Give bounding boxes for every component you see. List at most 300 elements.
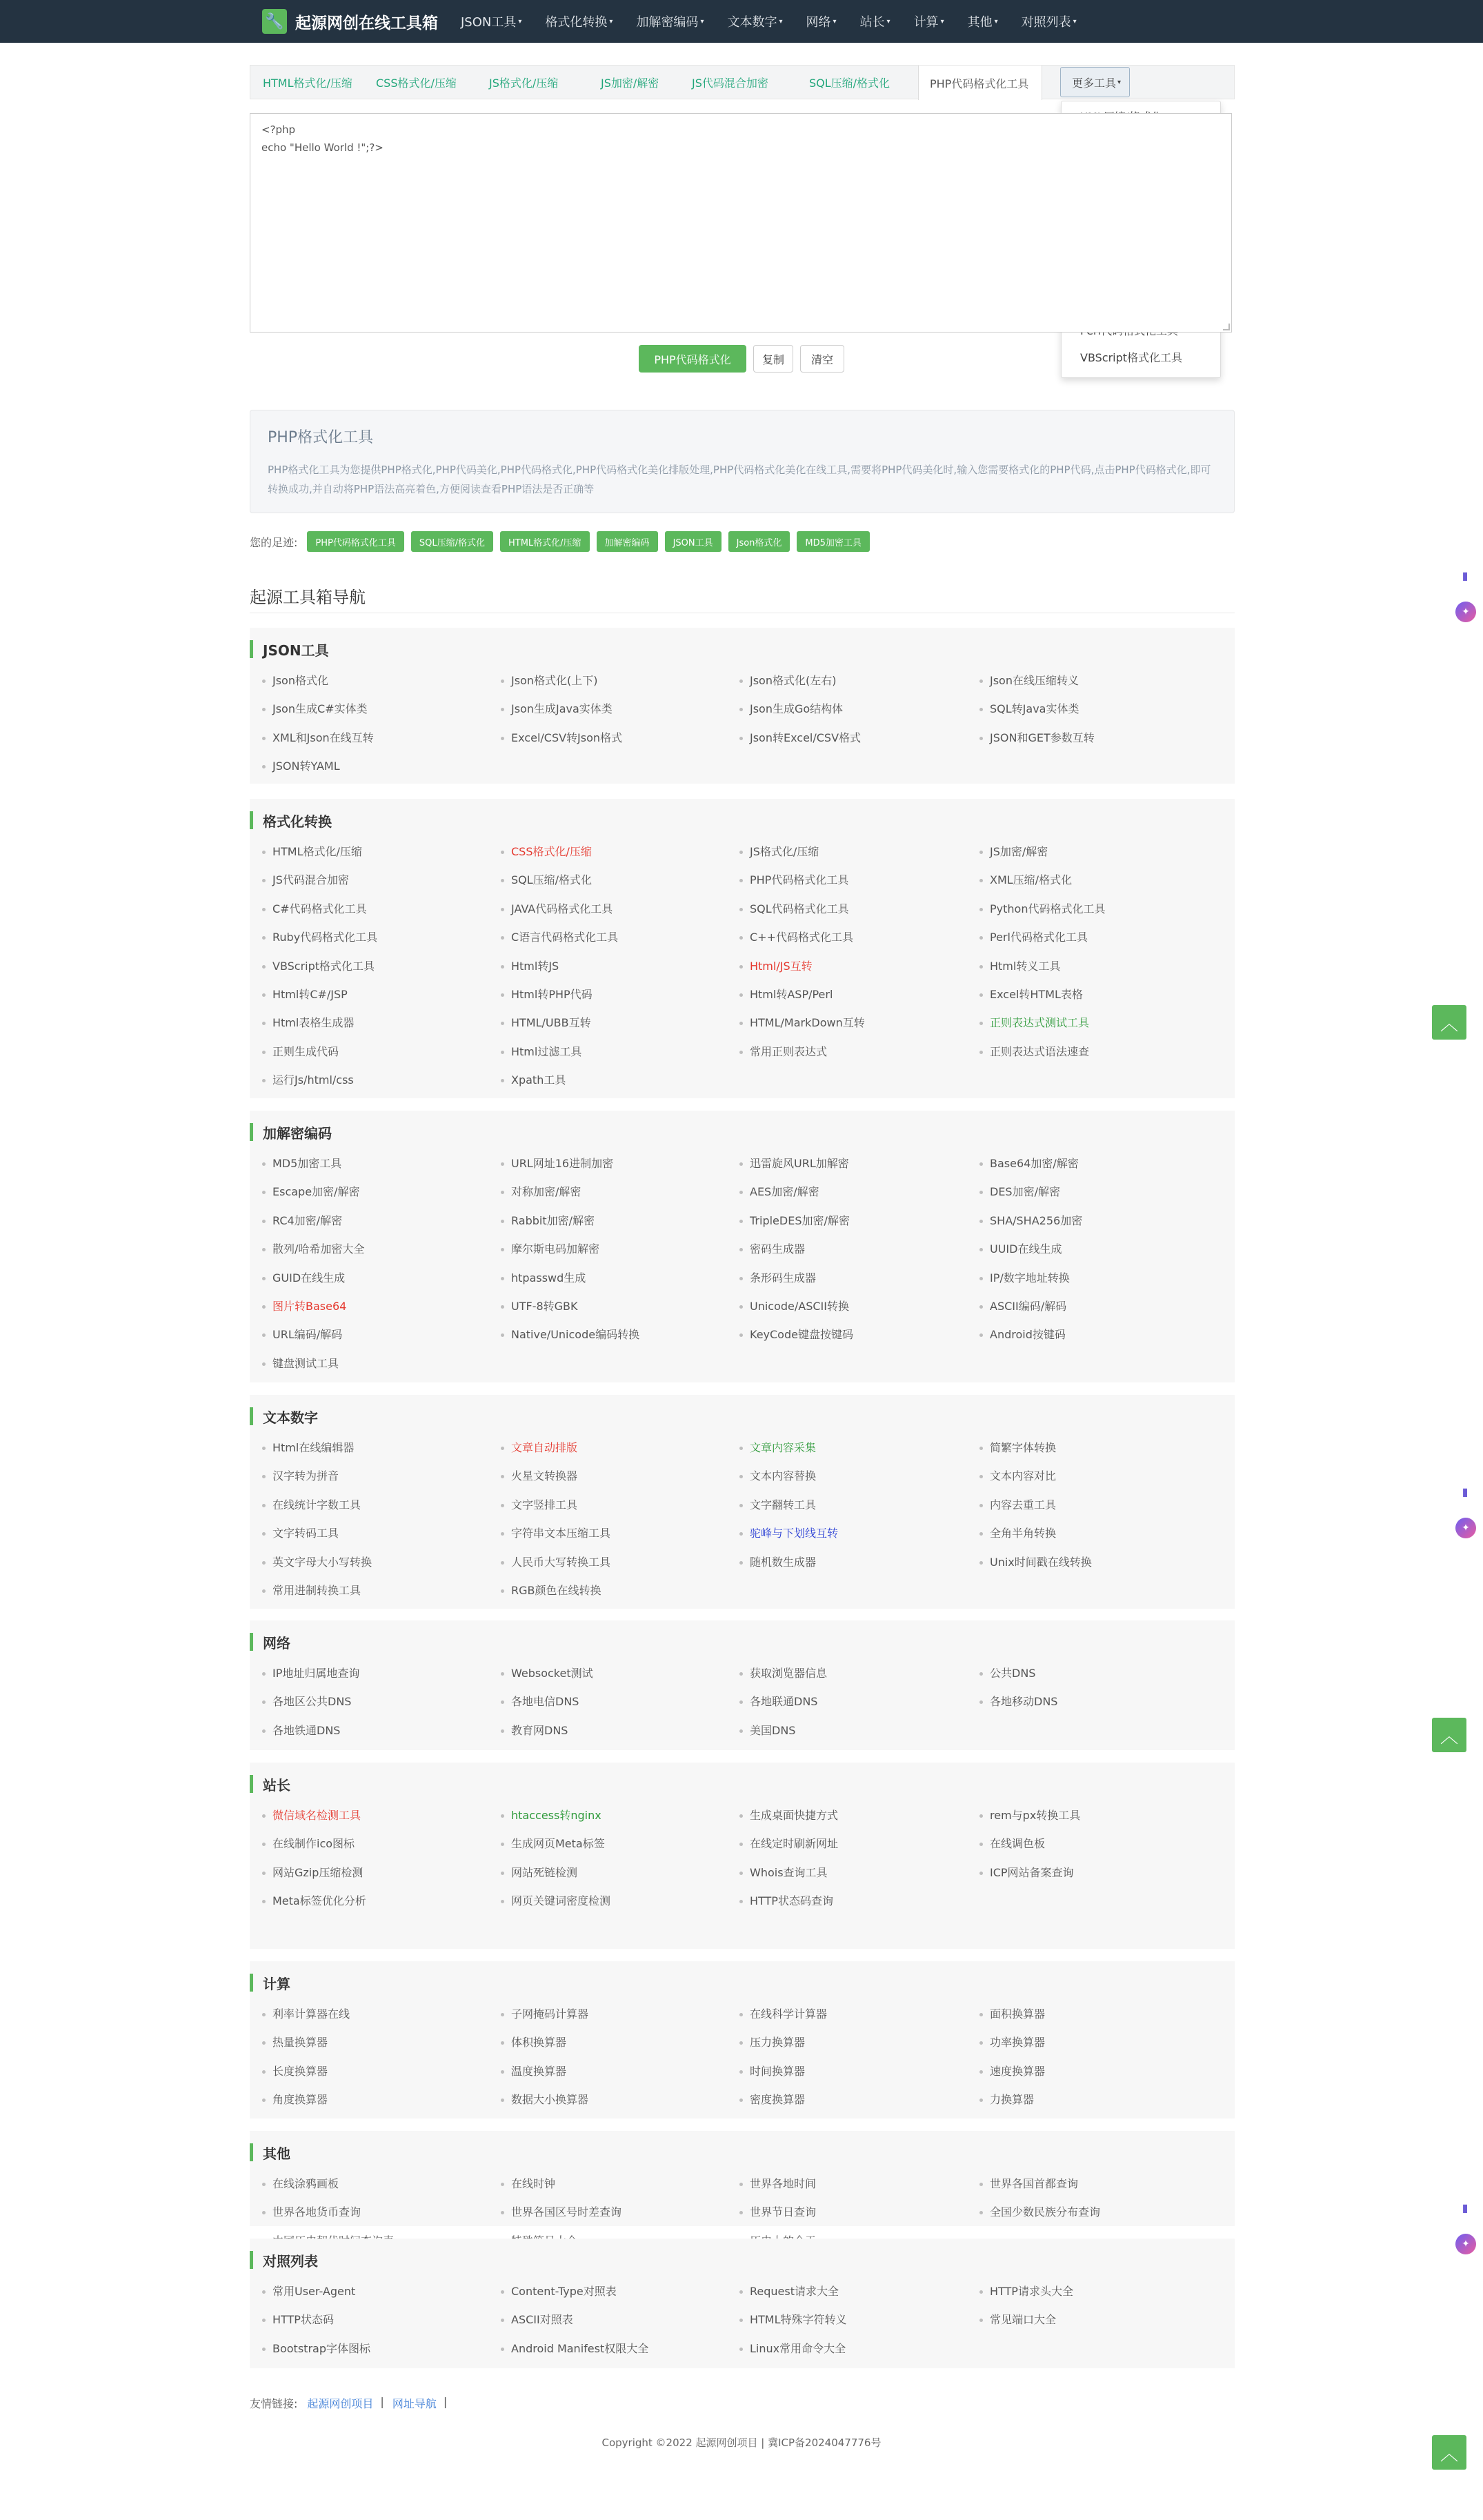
tool-link[interactable] [501, 1835, 605, 1851]
bullet-icon [262, 1248, 266, 1251]
tool-link[interactable] [979, 2034, 1045, 2050]
tool-link[interactable] [739, 1240, 805, 1256]
tool-link[interactable] [262, 2175, 339, 2191]
tool-link[interactable] [501, 1326, 639, 1342]
bullet-icon [262, 2070, 266, 2074]
tool-link[interactable] [739, 986, 833, 1002]
tab[interactable] [489, 66, 558, 99]
tool-link[interactable] [501, 1807, 601, 1823]
tool-link-label: 力换算器 [990, 2093, 1035, 2107]
tool-link[interactable] [739, 929, 853, 944]
tool-link[interactable] [739, 1496, 816, 1512]
tool-link[interactable] [501, 1439, 577, 1455]
tab-label: PHP代码格式化工具 [930, 77, 1029, 90]
tool-link[interactable] [979, 2283, 1073, 2299]
main-nav [461, 0, 1100, 43]
tool-link-label: htpasswd生成 [511, 1271, 586, 1284]
tool-link-label: Html转JS [511, 959, 559, 973]
caret-down-icon: ▾ [1117, 78, 1122, 86]
tool-link[interactable] [739, 2091, 805, 2107]
nav-item-label: JSON工具 [461, 15, 517, 30]
tool-link-label: Content-Type对照表 [511, 2285, 617, 2298]
tool-link[interactable] [262, 700, 368, 716]
brain-icon[interactable]: ✦ [1455, 602, 1476, 622]
nav-item[interactable] [461, 12, 521, 30]
tool-link[interactable] [501, 672, 597, 688]
book-icon[interactable]: ▮ [1462, 1485, 1469, 1498]
nav-item-label: 其他 [967, 15, 993, 30]
bullet-icon [501, 679, 504, 683]
more-tools-tab[interactable] [1060, 67, 1130, 97]
tool-link[interactable] [739, 2203, 816, 2219]
tool-link[interactable] [739, 2175, 816, 2191]
tool-link[interactable] [979, 1864, 1074, 1880]
tool-link[interactable] [501, 871, 592, 887]
chevron-up-icon[interactable]: ︿ [1432, 1718, 1466, 1752]
bullet-icon [739, 1248, 743, 1251]
tool-link[interactable] [501, 1582, 601, 1598]
tool-link[interactable] [979, 729, 1095, 745]
bullet-icon [501, 1504, 504, 1507]
tool-link[interactable] [739, 1892, 833, 1908]
tool-link[interactable] [979, 1326, 1066, 1342]
tool-link[interactable] [501, 958, 559, 973]
tool-link[interactable] [739, 2311, 847, 2327]
tab[interactable] [376, 66, 457, 99]
section-title: 文本数字 [250, 1407, 318, 1425]
tool-link[interactable] [262, 1665, 359, 1680]
tool-link[interactable] [501, 2063, 566, 2078]
tool-link[interactable] [739, 1298, 849, 1313]
tool-link[interactable] [739, 1693, 817, 1709]
brain-icon[interactable]: ✦ [1455, 2234, 1476, 2254]
tool-link-label: PHP代码格式化工具 [750, 873, 849, 887]
tool-link-label: CSS格式化/压缩 [511, 845, 592, 858]
tool-link[interactable] [979, 1298, 1066, 1313]
tab[interactable] [601, 66, 659, 99]
tool-link[interactable] [979, 1693, 1057, 1709]
tool-link[interactable] [739, 1439, 816, 1455]
footprint-badge[interactable]: SQL压缩/格式化 [411, 531, 493, 552]
tool-link-label: IP地址归属地查询 [272, 1667, 360, 1680]
tool-link[interactable] [262, 757, 340, 773]
tool-link[interactable] [979, 986, 1083, 1002]
footprint-badge[interactable]: PHP代码格式化工具 [307, 531, 404, 552]
dropdown-item[interactable]: VBScript格式化工具 [1080, 351, 1183, 365]
nav-section [250, 1111, 1235, 1382]
chevron-up-icon[interactable]: ︿ [1432, 2435, 1466, 2470]
friend-link[interactable]: 网址导航 [392, 2397, 437, 2410]
tool-link[interactable] [262, 1043, 339, 1059]
tool-link-label: 条形码生成器 [750, 1271, 817, 1284]
tool-link[interactable] [979, 1183, 1060, 1199]
tool-link[interactable] [979, 1665, 1035, 1680]
tool-link-label: Json生成Go结构体 [750, 702, 844, 716]
bullet-icon [979, 679, 983, 683]
info-title: PHP格式化工具 [268, 429, 374, 446]
clear-button[interactable]: 清空 [800, 345, 844, 373]
nav-item[interactable] [914, 12, 944, 30]
bullet-icon [739, 2319, 743, 2322]
tool-link[interactable] [262, 2283, 355, 2299]
tool-link[interactable] [501, 1240, 599, 1256]
tool-link-label: 迅雷旋风URL加解密 [750, 1157, 849, 1170]
tool-link[interactable] [262, 1298, 346, 1313]
footprint-badge[interactable]: Json格式化 [728, 531, 790, 552]
tool-link[interactable] [739, 1554, 816, 1569]
bullet-icon [501, 2319, 504, 2322]
tool-link[interactable] [979, 1240, 1062, 1256]
tool-link[interactable] [501, 1183, 581, 1199]
tool-link[interactable] [739, 2283, 839, 2299]
tool-link[interactable] [739, 1807, 838, 1823]
tool-link[interactable] [262, 1496, 361, 1512]
section-title: 格式化转换 [250, 811, 332, 829]
tab[interactable] [809, 66, 890, 99]
nav-item[interactable] [806, 12, 837, 30]
tool-link-label: 文字转码工具 [272, 1527, 339, 1540]
bullet-icon [739, 2041, 743, 2045]
tool-link-label: 图片转Base64 [272, 1300, 347, 1313]
tool-link-label: 密度换算器 [750, 2093, 806, 2107]
bullet-icon [501, 1191, 504, 1194]
tool-link-label: 文字翻转工具 [750, 1498, 817, 1511]
bullet-icon [501, 936, 504, 940]
tool-link[interactable] [979, 1439, 1056, 1455]
tool-link-label: 键盘测试工具 [272, 1356, 339, 1370]
tool-link[interactable] [501, 986, 593, 1002]
resize-handle-icon[interactable] [1223, 324, 1230, 330]
tool-link[interactable] [501, 1212, 595, 1228]
tool-link-label: htaccess转nginx [511, 1809, 601, 1822]
tool-link[interactable] [739, 958, 813, 973]
tool-link[interactable] [262, 900, 367, 916]
tool-link[interactable] [262, 1693, 351, 1709]
tool-link-label: 数据大小换算器 [511, 2093, 589, 2107]
nav-item-label: 网络 [806, 15, 831, 30]
tool-link[interactable] [501, 2175, 555, 2191]
code-editor[interactable] [250, 113, 1232, 333]
tool-link[interactable] [501, 2283, 617, 2299]
nav-item[interactable] [968, 12, 998, 30]
tool-link[interactable] [979, 871, 1072, 887]
tool-link-label: HTTP请求头大全 [990, 2285, 1073, 2298]
tool-link[interactable] [262, 1269, 345, 1285]
tool-link[interactable] [979, 843, 1048, 859]
tool-link-label: rem与px转换工具 [990, 1809, 1081, 1822]
nav-item[interactable] [1022, 12, 1077, 30]
tool-link[interactable] [979, 2175, 1078, 2191]
bullet-icon [501, 1872, 504, 1875]
tool-link-label: JS加密/解密 [990, 845, 1048, 858]
bullet-icon [501, 2070, 504, 2074]
bullet-icon [501, 1700, 504, 1704]
tool-link[interactable] [739, 2063, 805, 2078]
tool-link[interactable] [262, 2340, 370, 2356]
tool-link[interactable] [262, 672, 328, 688]
tool-link[interactable] [501, 1525, 610, 1540]
tool-link[interactable] [501, 900, 613, 916]
bullet-icon [262, 1162, 266, 1166]
tool-link[interactable] [262, 958, 375, 973]
tool-link[interactable] [739, 1525, 838, 1540]
tool-link[interactable] [739, 871, 848, 887]
tool-link-label: Python代码格式化工具 [990, 902, 1106, 915]
book-icon[interactable]: ▮ [1462, 568, 1469, 582]
tool-link[interactable] [262, 986, 348, 1002]
tool-link[interactable] [979, 1043, 1089, 1059]
tool-link[interactable] [979, 1554, 1092, 1569]
tool-link[interactable] [262, 1212, 342, 1228]
bullet-icon [979, 1532, 983, 1536]
tool-link[interactable] [501, 843, 592, 859]
tab[interactable] [692, 66, 768, 99]
tool-link-label: 微信域名检测工具 [272, 1809, 361, 1822]
tool-link[interactable] [979, 958, 1060, 973]
wrench-icon: 🔧 [262, 9, 287, 34]
tool-link[interactable] [979, 1155, 1079, 1171]
bullet-icon [979, 908, 983, 911]
friend-link[interactable]: 起源网创项目 [307, 2397, 374, 2410]
tool-link-label: URL编码/解码 [272, 1328, 343, 1342]
tool-link[interactable] [979, 672, 1079, 688]
tool-link[interactable] [262, 1892, 366, 1908]
tool-link[interactable] [739, 1665, 827, 1680]
tool-link[interactable] [262, 2091, 328, 2107]
tool-link[interactable] [501, 2311, 573, 2327]
format-button[interactable]: PHP代码格式化 [639, 345, 746, 373]
tool-link[interactable] [262, 2311, 334, 2327]
tool-link-label: 对称加密/解密 [511, 1185, 581, 1199]
tool-link[interactable] [262, 1582, 361, 1598]
bullet-icon [262, 1051, 266, 1054]
tool-link[interactable] [262, 2005, 350, 2021]
tool-link[interactable] [979, 1835, 1045, 1851]
caret-down-icon: ▾ [940, 17, 944, 26]
bullet-icon [979, 2013, 983, 2016]
tool-link[interactable] [262, 1439, 354, 1455]
bullet-icon [501, 1333, 504, 1337]
footprint-badge[interactable]: HTML格式化/压缩 [500, 531, 590, 552]
copy-button[interactable]: 复制 [753, 345, 793, 373]
tool-link-label: 常用进制转换工具 [272, 1584, 361, 1597]
tool-link[interactable] [979, 2005, 1045, 2021]
tool-link[interactable] [501, 1071, 566, 1087]
tool-link[interactable] [501, 1014, 591, 1030]
tool-link[interactable] [262, 1835, 355, 1851]
site-title: 起源网创在线工具箱 [295, 14, 438, 32]
tool-link-label: 网站Gzip压缩检测 [272, 1865, 364, 1879]
tool-link[interactable] [979, 1496, 1056, 1512]
tool-link[interactable] [739, 1155, 849, 1171]
bullet-icon [739, 1277, 743, 1280]
tool-link[interactable] [501, 2005, 588, 2021]
tool-link-label: KeyCode键盘按键码 [750, 1328, 853, 1342]
nav-item[interactable] [636, 12, 704, 30]
tool-link[interactable] [739, 700, 843, 716]
tool-link[interactable] [739, 1014, 865, 1030]
tool-link-label: JSON转YAML [272, 760, 340, 773]
tool-link[interactable] [739, 1326, 853, 1342]
tool-link[interactable] [501, 2340, 648, 2356]
tool-link[interactable] [979, 1467, 1056, 1483]
tool-link[interactable] [739, 1835, 838, 1851]
tool-link-label: 散列/哈希加密大全 [272, 1242, 365, 1256]
tool-link-label: Excel/CSV转Json格式 [511, 731, 623, 744]
tab[interactable] [918, 66, 1042, 100]
tab-label: HTML格式化/压缩 [263, 76, 352, 90]
chevron-up-icon[interactable]: ︿ [1432, 1005, 1466, 1040]
tool-link[interactable] [739, 900, 849, 916]
tool-link[interactable] [739, 2005, 827, 2021]
tool-link-label: 文本内容对比 [990, 1469, 1057, 1483]
footprint-badge[interactable]: 加解密编码 [597, 531, 658, 552]
tool-link[interactable] [262, 2203, 361, 2219]
tool-link[interactable] [739, 2034, 805, 2050]
tool-link[interactable] [979, 1014, 1089, 1030]
tool-link[interactable] [739, 1212, 850, 1228]
tool-link[interactable] [501, 729, 622, 745]
tool-link[interactable] [501, 1892, 610, 1908]
tool-link-label: Escape加密/解密 [272, 1185, 360, 1199]
tool-link[interactable] [979, 1212, 1082, 1228]
bullet-icon [262, 2290, 266, 2294]
tool-link[interactable] [262, 1240, 364, 1256]
info-panel [250, 410, 1235, 513]
tool-link[interactable] [739, 1864, 828, 1880]
tool-link[interactable] [501, 1269, 586, 1285]
tool-link[interactable] [501, 1864, 577, 1880]
tab-label: 更多工具 [1072, 76, 1117, 90]
tool-link[interactable] [262, 2034, 328, 2050]
footprint-badge[interactable]: MD5加密工具 [797, 531, 870, 552]
tool-link-label: 驼峰与下划线互转 [750, 1527, 839, 1540]
tool-link[interactable] [501, 1496, 577, 1512]
bullet-icon [262, 765, 266, 768]
tool-link[interactable] [979, 2063, 1045, 2078]
bullet-icon [262, 993, 266, 997]
nav-item[interactable] [860, 12, 890, 30]
tool-link-label: Android按键码 [990, 1328, 1066, 1342]
brain-icon[interactable]: ✦ [1455, 1518, 1476, 1538]
bullet-icon [979, 879, 983, 882]
tool-link[interactable] [262, 1183, 359, 1199]
bullet-icon [979, 1022, 983, 1025]
nav-item-label: 加解密编码 [636, 15, 699, 30]
tool-link[interactable] [739, 1183, 819, 1199]
tool-link-label: 全国少数民族分布查询 [990, 2205, 1101, 2219]
tool-link[interactable] [262, 1155, 341, 1171]
tool-link[interactable] [262, 1722, 340, 1738]
tool-link[interactable] [501, 1554, 610, 1569]
tool-link[interactable] [979, 2311, 1056, 2327]
tool-link[interactable] [739, 1269, 816, 1285]
tool-link[interactable] [501, 1722, 568, 1738]
bullet-icon [501, 1561, 504, 1565]
tool-link[interactable] [262, 1864, 363, 1880]
tool-link[interactable] [262, 1071, 354, 1087]
nav-title: 起源工具箱导航 [250, 588, 366, 607]
tool-link[interactable] [979, 1269, 1070, 1285]
bullet-icon [262, 1672, 266, 1676]
tool-link[interactable] [262, 1807, 361, 1823]
tool-link[interactable] [262, 1355, 339, 1371]
tool-link[interactable] [979, 1525, 1056, 1540]
tool-link[interactable] [739, 843, 819, 859]
bullet-icon [501, 2099, 504, 2102]
bullet-icon [262, 1589, 266, 1593]
tool-link[interactable] [739, 1043, 827, 1059]
tool-link[interactable] [262, 1554, 372, 1569]
tool-link[interactable] [979, 900, 1105, 916]
footprint-badge[interactable]: JSON工具 [665, 531, 721, 552]
book-icon[interactable]: ▮ [1462, 2201, 1469, 2214]
tool-link[interactable] [501, 1693, 579, 1709]
tool-link[interactable] [501, 929, 618, 944]
tool-link[interactable] [262, 1525, 339, 1540]
tab[interactable] [263, 66, 352, 99]
tool-link[interactable] [262, 1014, 354, 1030]
nav-item[interactable] [545, 12, 613, 30]
tool-link-label: TripleDES加密/解密 [750, 1213, 850, 1227]
tool-link[interactable] [262, 929, 377, 944]
bullet-icon [739, 1220, 743, 1223]
tool-link[interactable] [979, 2091, 1034, 2107]
tool-link[interactable] [501, 1467, 577, 1483]
tool-link[interactable] [262, 843, 362, 859]
tool-link[interactable] [979, 700, 1079, 716]
tool-link[interactable] [739, 1722, 795, 1738]
tool-link[interactable] [501, 1043, 581, 1059]
tool-link[interactable] [262, 729, 374, 745]
nav-section [250, 2239, 1235, 2368]
tool-link[interactable] [501, 1665, 593, 1680]
tool-link[interactable] [501, 700, 613, 716]
tool-link[interactable] [501, 2091, 588, 2107]
tool-link-label: 密码生成器 [750, 1242, 806, 1256]
tool-link[interactable] [979, 2203, 1100, 2219]
tool-link[interactable] [501, 1155, 613, 1171]
tool-link[interactable] [739, 2340, 846, 2356]
tool-link[interactable] [739, 1467, 816, 1483]
tool-link[interactable] [501, 2034, 566, 2050]
tool-link[interactable] [979, 1807, 1080, 1823]
tool-link-label: JSON和GET参数互转 [990, 731, 1095, 744]
tool-link[interactable] [262, 2063, 328, 2078]
tool-link[interactable] [979, 929, 1088, 944]
nav-item[interactable] [727, 12, 782, 30]
brand[interactable] [262, 8, 438, 35]
tool-link[interactable] [739, 729, 861, 745]
tool-link-label: 文本内容替换 [750, 1469, 817, 1483]
tool-link-label: XML压缩/格式化 [990, 873, 1073, 887]
tool-link[interactable] [501, 1298, 578, 1313]
bullet-icon [501, 851, 504, 854]
tool-link-label: Bootstrap字体图标 [272, 2341, 370, 2355]
tool-link[interactable] [262, 1467, 339, 1483]
top-navbar [0, 0, 1483, 43]
section-title: 加解密编码 [250, 1123, 332, 1141]
tool-link[interactable] [501, 2203, 621, 2219]
tool-link[interactable] [262, 871, 349, 887]
bullet-icon [262, 1333, 266, 1337]
bullet-icon [979, 1333, 983, 1337]
tool-link[interactable] [262, 1326, 342, 1342]
tool-link-label: JS格式化/压缩 [750, 845, 819, 858]
bullet-icon [979, 2041, 983, 2045]
tool-link[interactable] [739, 672, 836, 688]
bullet-icon [739, 1504, 743, 1507]
